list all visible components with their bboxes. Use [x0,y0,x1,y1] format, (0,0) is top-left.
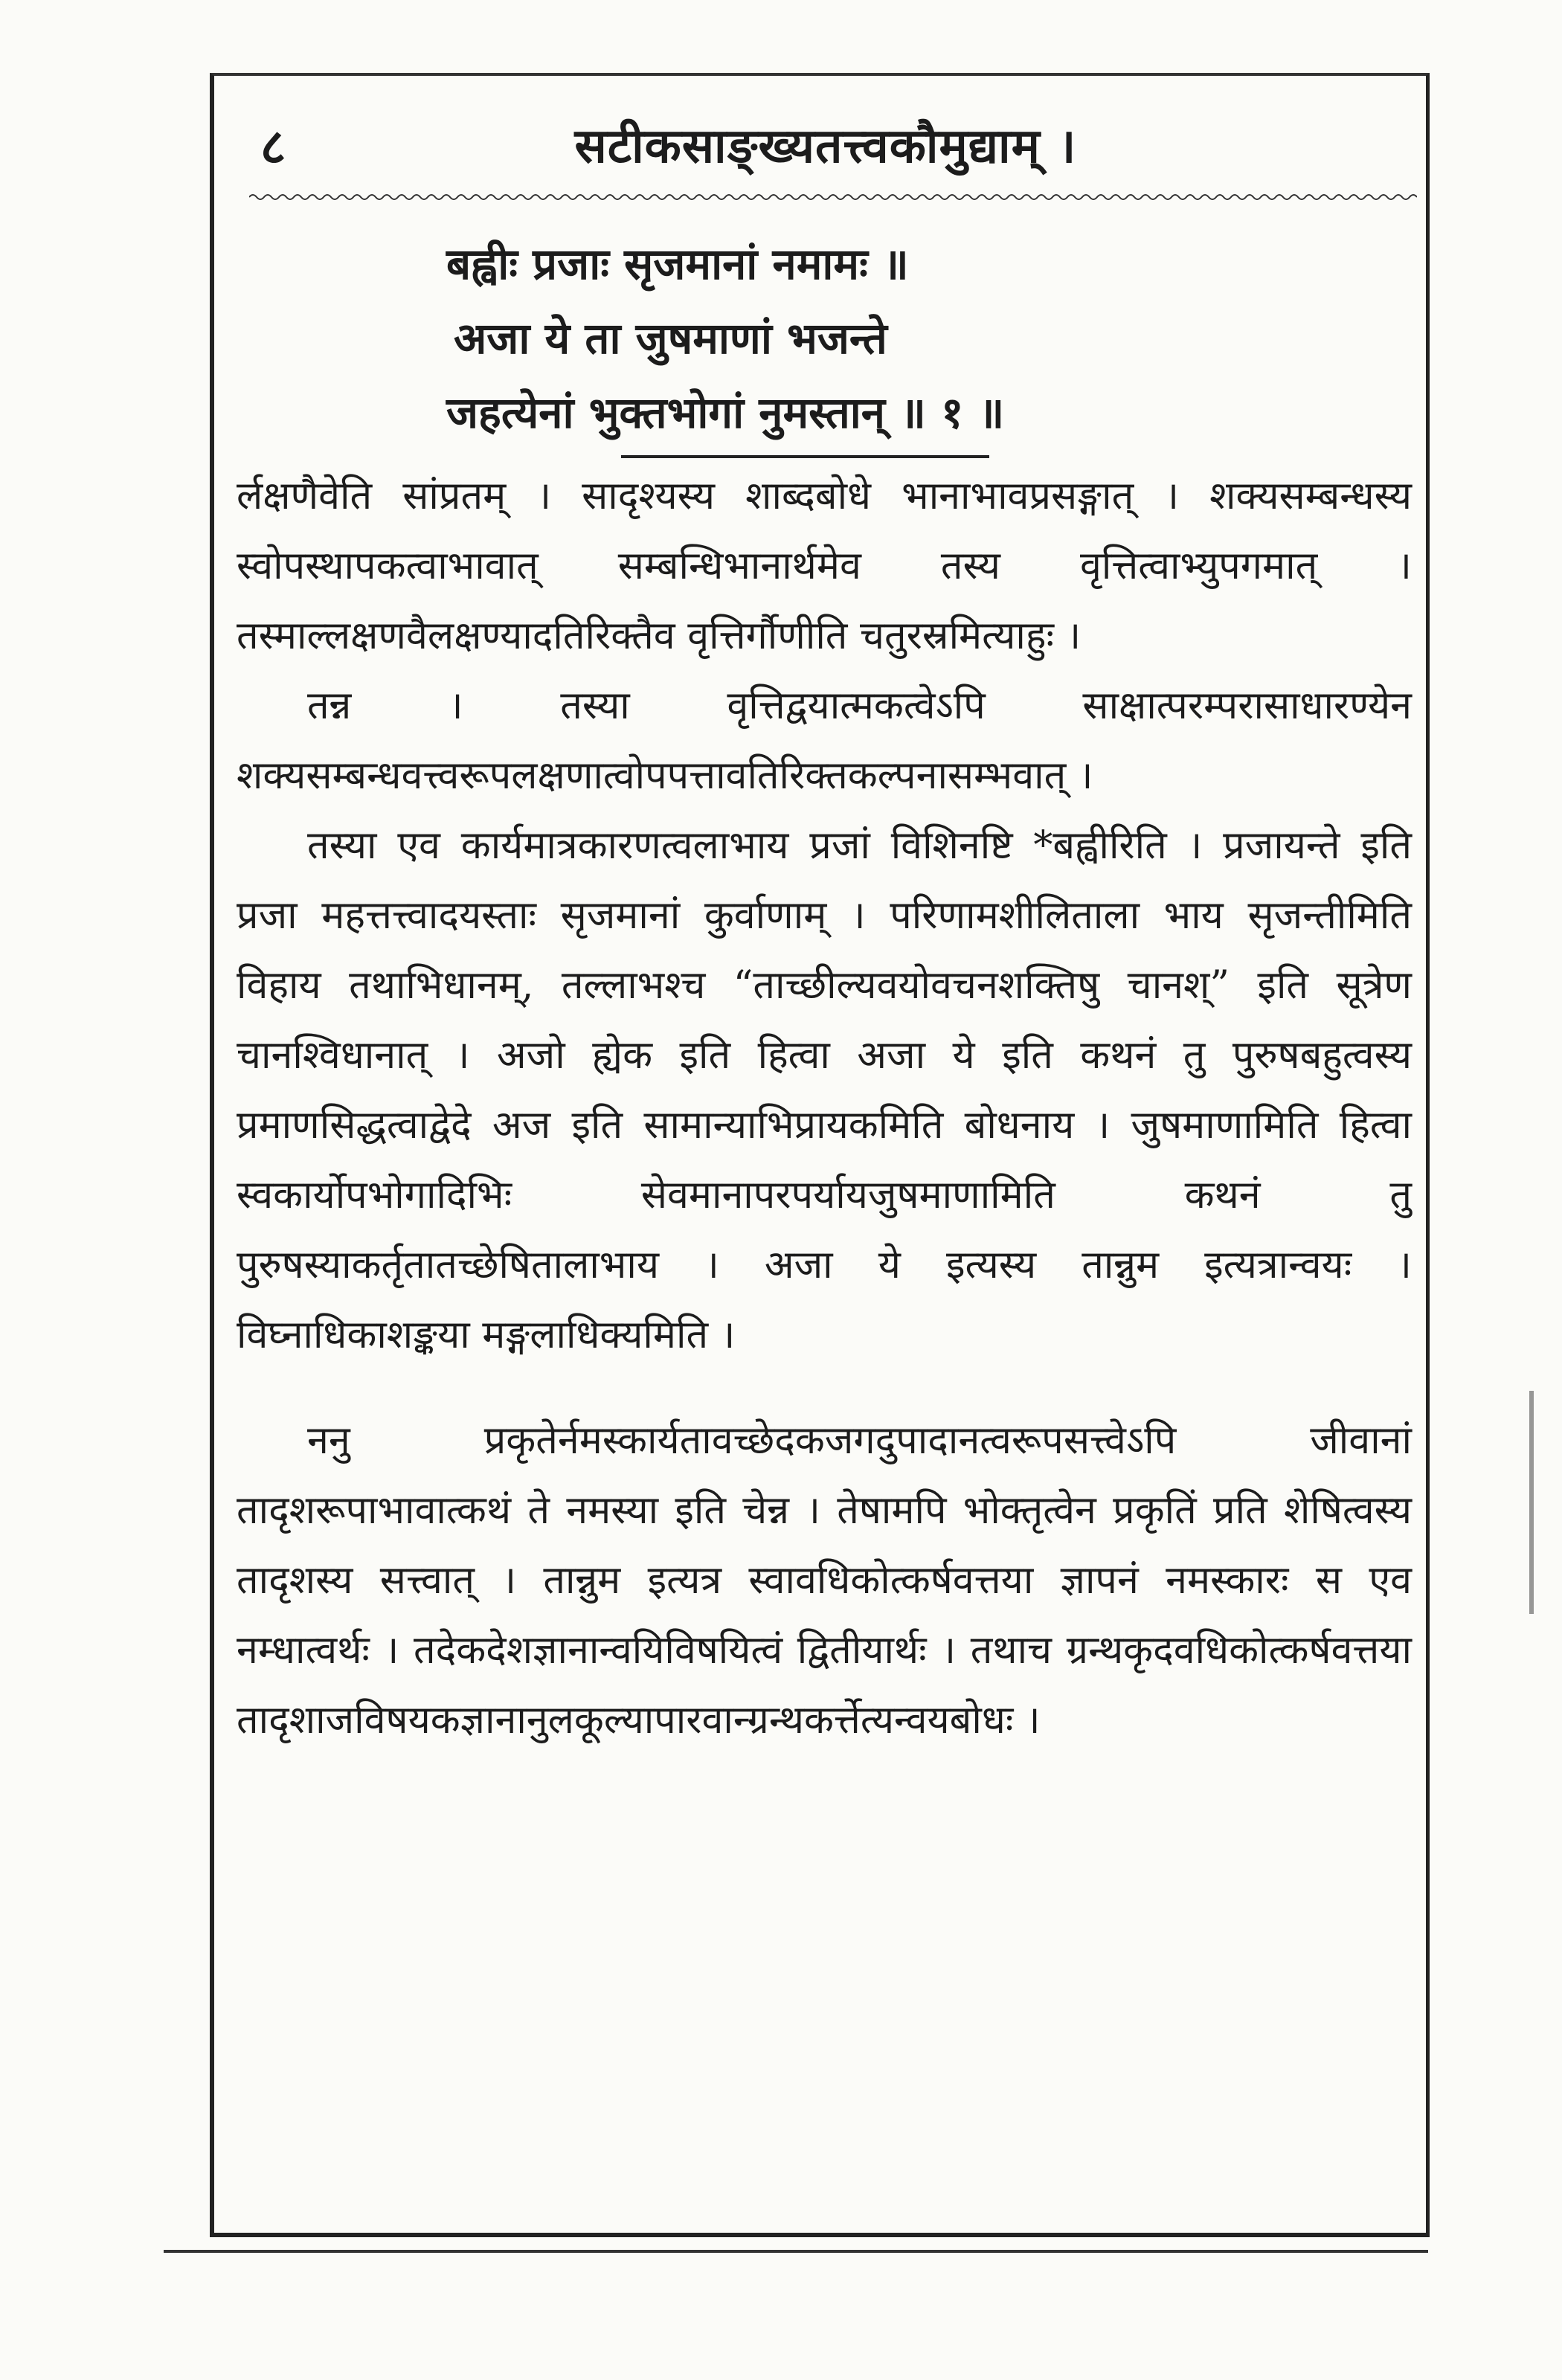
verse-line-1: बह्वीः प्रजाः सृजमानां नमामः ॥ [446,239,909,289]
paragraph-4: ननु प्रकृतेर्नमस्कार्यतावच्छेदकजगदुपादानत्वरूपसत्त्वेऽपि जीवानां तादृशरूपाभावात्कथं ते नमस्या इति चेन्न । तेषामपि भोक्तृत्वेन प्रकृतिं प्रति शेषित्वस्य तादृशस्य सत्त्वात् । तान्नुम इत्यत्र स्वावधिकोत्कर्षवत्तया ज्ञापनं नमस्कारः स एव नम्धात्वर्थः । तदेकदेशज्ञानान्वयिविषयित्वं द्वितीयार्थः । तथाच ग्रन्थकृदवधिकोत्कर्षवत्तया तादृशाजविषयकज्ञानानुलकूल्यापारवान्ग्रन्थकर्त्तेत्यन्वयबोधः । [237,1418,1412,1743]
verse-underline [621,455,989,458]
wavy-divider [249,190,1417,205]
paragraph-3: तस्या एव कार्यमात्रकारणत्वलाभाय प्रजां विशिनष्टि *बह्वीरिति । प्रजायन्ते इति प्रजा महत्तत्त्वादयस्ताः सृजमानां कुर्वाणाम् । परिणामशीलिताला भाय सृजन्तीमिति विहाय तथाभिधानम्, तल्लाभश्च “ताच्छील्यवयोवचनशक्तिषु चानश्” इति सूत्रेण चानश्विधानात् । अजो ह्येक इति हित्वा अजा ये इति कथनं तु पुरुषबहुत्वस्य प्रमाणसिद्धत्वाद्वेदे अज इति सामान्याभिप्रायकमिति बोधनाय । जुषमाणामिति हित्वा स्वकार्योपभोगादिभिः सेवमानापरपर्यायजुषमाणामिति कथनं तु पुरुषस्याकर्तृतातच्छेषितालाभाय । अजा ये इत्यस्य तान्नुम इत्यत्रान्वयः । विघ्नाधिकाशङ्कया मङ्गलाधिक्यमिति । [237,823,1412,1357]
page-edge-mark [1529,1391,1534,1614]
verse-line-2: अजा ये ता जुषमाणां भजन्ते [454,313,887,364]
paragraph-2: तन्न । तस्या वृत्तिद्वयात्मकत्वेऽपि साक्षात्परम्परासाधारण्येन शक्यसम्बन्धवत्त्वरूपलक्षणात्वोपपत्तावतिरिक्तकल्पनासम्भवात् । [237,684,1412,798]
page-header [245,112,1406,193]
running-title: सटीकसाङ्ख्यतत्त्वकौमुद्याम् । [574,118,1077,174]
paragraph-1: र्लक्षणैवेति सांप्रतम् । सादृश्यस्य शाब्दबोधे भानाभावप्रसङ्गात् । शक्यसम्बन्धस्य स्वोपस्थापकत्वाभावात् सम्बन्धिभानार्थमेव तस्य वृत्तित्वाभ्युपगमात् । तस्माल्लक्षणवैलक्षण्यादतिरिक्तैव वृत्तिर्गौणीति चतुरस्रमित्याहुः । [237,474,1412,658]
verse-line-3: जहत्येनां भुक्तभोगां नुमस्तान् ॥ १ ॥ [446,387,1005,438]
page-number: ८ [260,118,286,176]
bottom-rule [164,2250,1428,2253]
commentary-text [237,461,1412,1755]
verse-block [446,227,1339,450]
